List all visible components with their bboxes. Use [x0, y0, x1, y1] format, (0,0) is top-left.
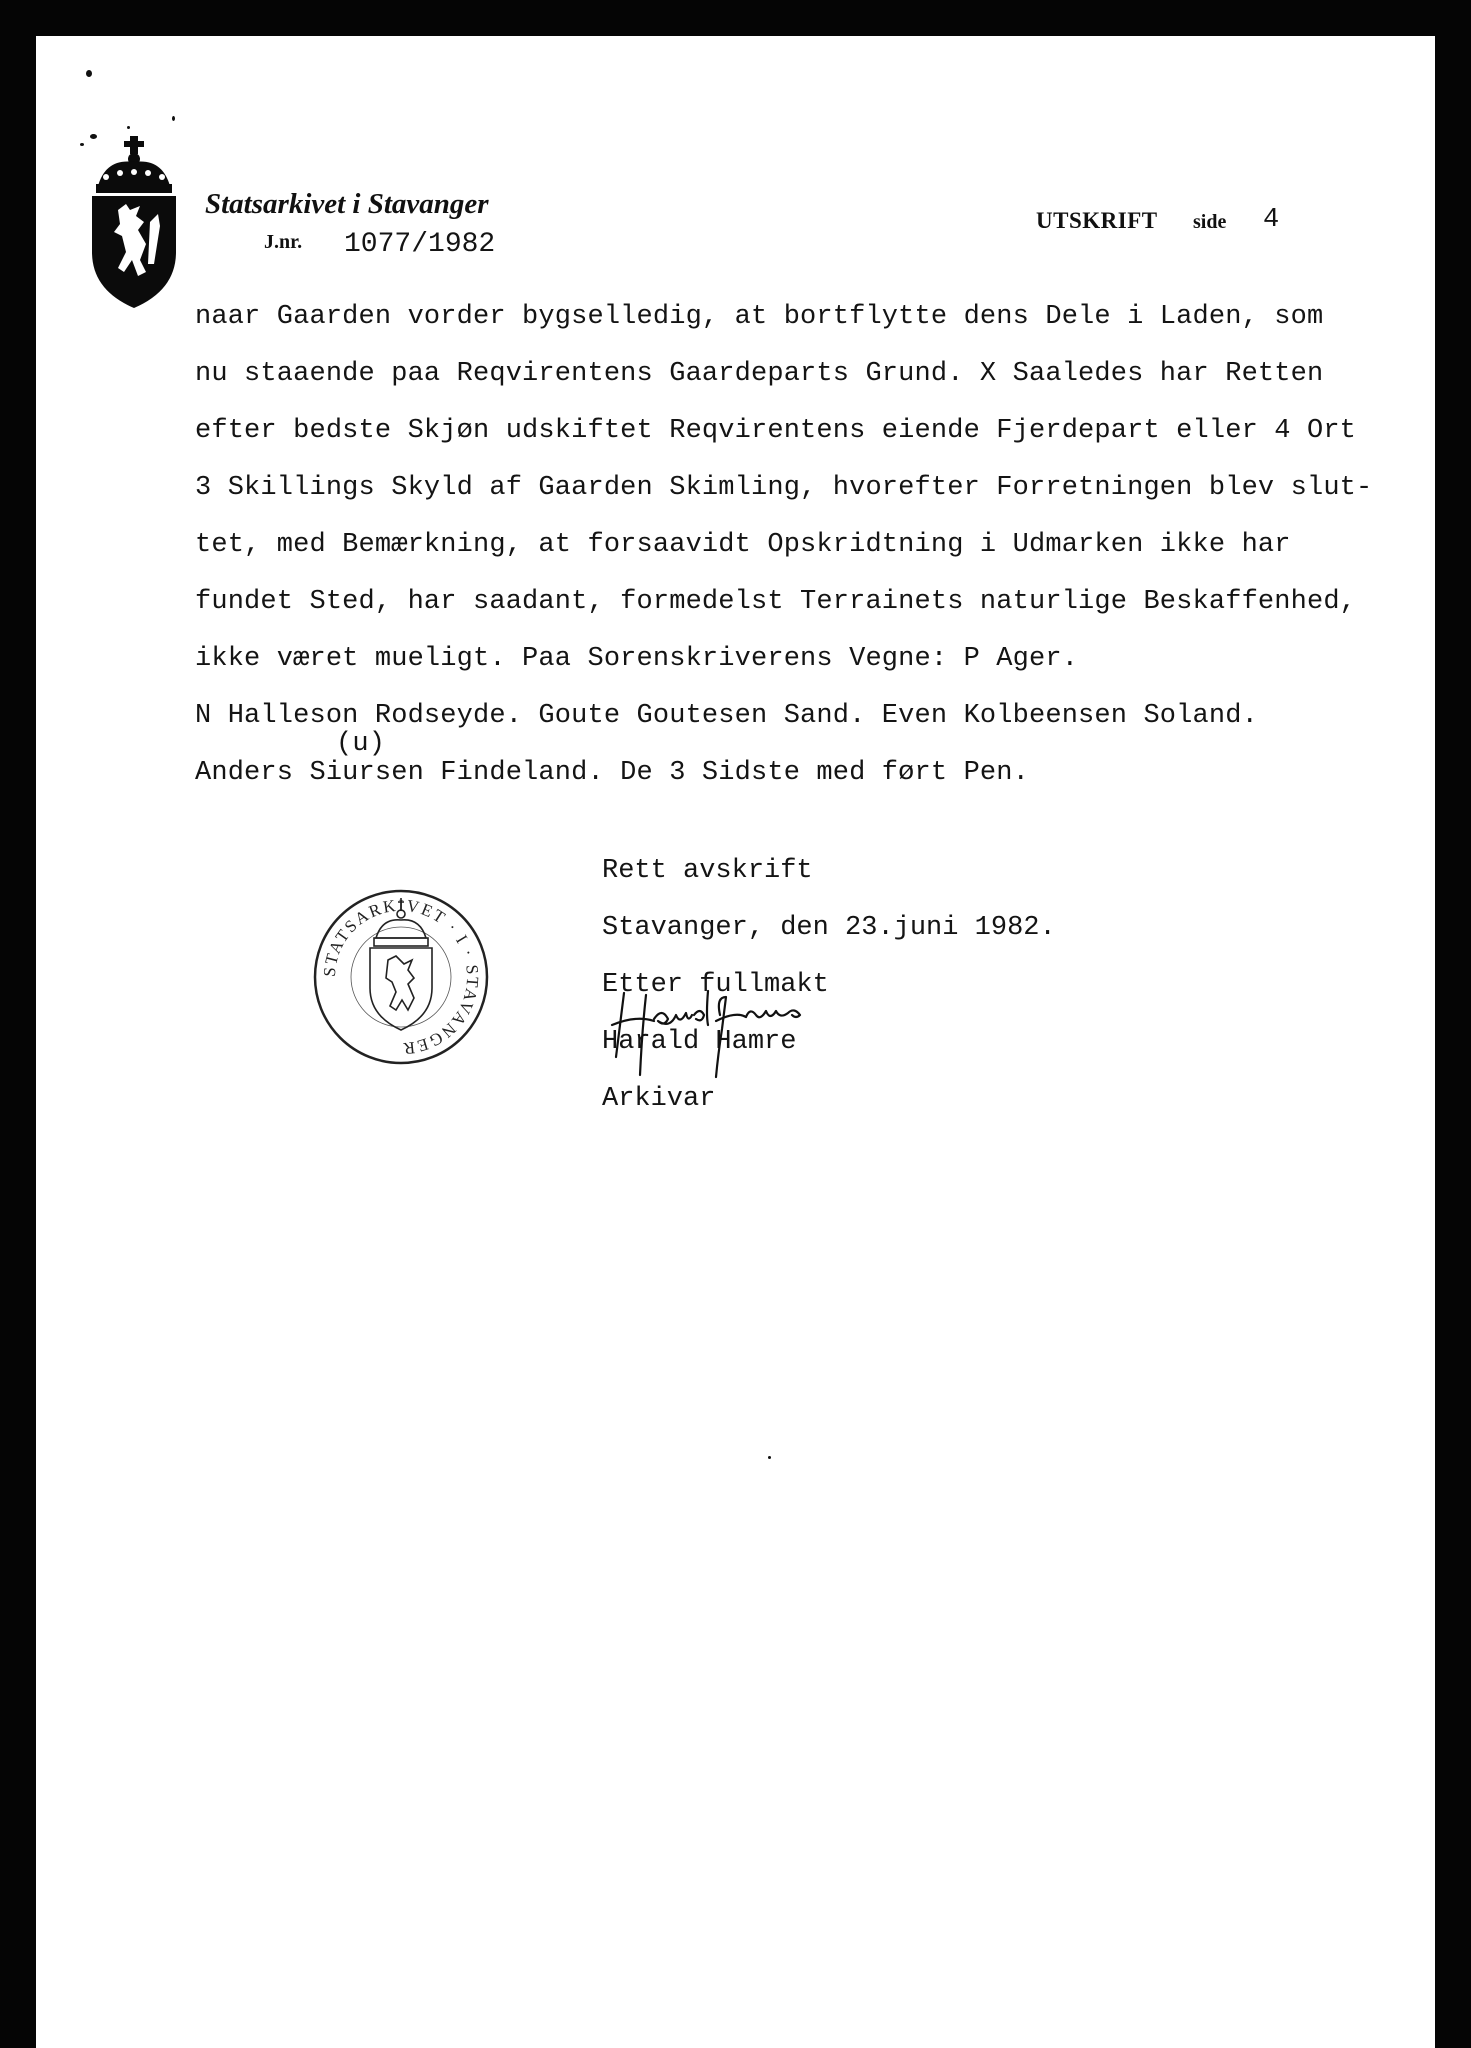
stamp-text: STATSARKIVET · I · STAVANGER [319, 895, 483, 1059]
speck [86, 70, 92, 77]
speck [768, 1456, 771, 1459]
signatory-name: Harald Hamre [602, 1027, 797, 1057]
archive-name: Statsarkivet i Stavanger [205, 188, 489, 220]
coat-of-arms-icon [84, 132, 184, 312]
etter-fullmakt: Etter fullmakt [602, 970, 829, 1000]
journal-number: 1077/1982 [344, 229, 496, 260]
speck [127, 126, 130, 129]
handwritten-signature [596, 985, 826, 1080]
speck [172, 116, 175, 121]
journal-number-label: J.nr. [264, 231, 303, 253]
body-line-1: naar Gaarden vorder bygselledig, at bortflytte dens Dele i Laden, som [195, 302, 1324, 332]
u-mark: (u) [336, 729, 386, 759]
signers-line: N Halleson Rodseyde. Goute Goutesen Sand. Even Kolbeensen Soland. [195, 701, 1258, 731]
body-line-6: fundet Sted, har saadant, formedelst Terrainets naturlige Beskaffenhed, [195, 587, 1357, 617]
place-date: Stavanger, den 23.juni 1982. [602, 913, 1056, 943]
body-line-4: 3 Skillings Skyld af Gaarden Skimling, hvorefter Forretningen blev slut- [195, 473, 1373, 503]
page-number: 4 [1263, 205, 1280, 235]
rett-avskrift: Rett avskrift [602, 856, 813, 886]
last-line: Anders Siursen Findeland. De 3 Sidste med ført Pen. [195, 758, 1029, 788]
utskrift-label: UTSKRIFT [1036, 208, 1158, 233]
signatory-title: Arkivar [602, 1084, 716, 1114]
archive-stamp [312, 888, 490, 1066]
body-line-2: nu staaende paa Reqvirentens Gaardeparts Grund. X Saaledes har Retten [195, 359, 1324, 389]
side-label: side [1193, 211, 1227, 233]
body-line-3: efter bedste Skjøn udskiftet Reqvirentens eiende Fjerdepart eller 4 Ort [195, 416, 1357, 446]
body-line-5: tet, med Bemærkning, at forsaavidt Opskridtning i Udmarken ikke har [195, 530, 1291, 560]
body-line-7: ikke været muelig​t. Paa Sorenskriverens Vegne: P Ager. [195, 644, 1079, 674]
